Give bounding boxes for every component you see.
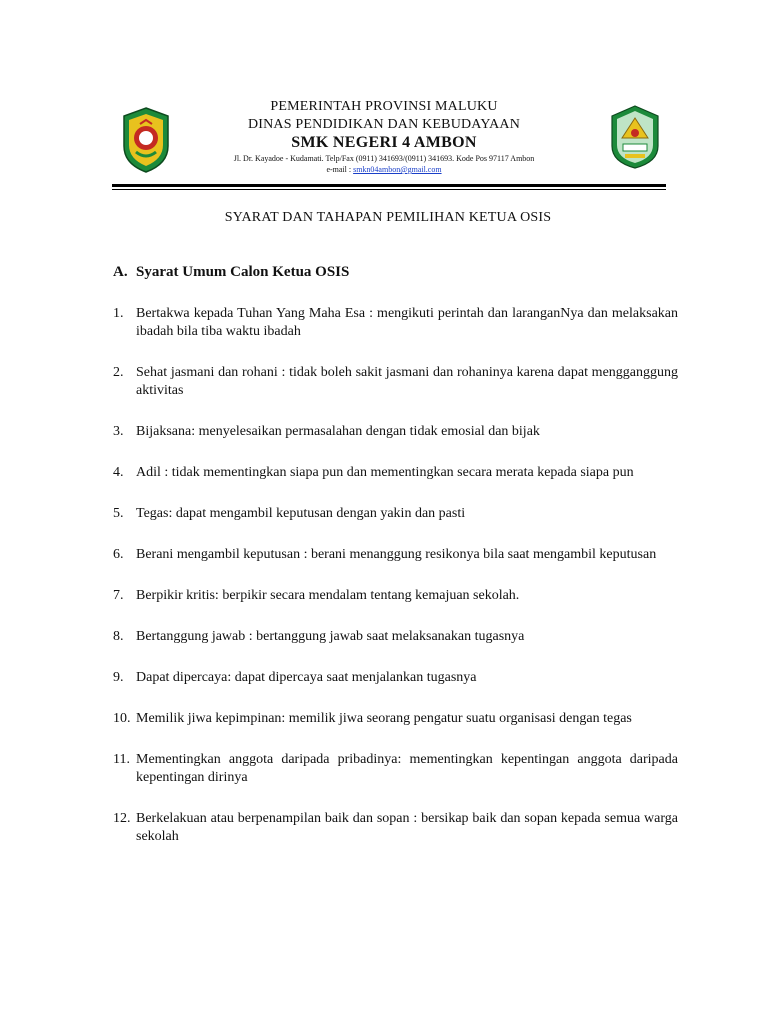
list-item xyxy=(113,669,678,687)
item-number: 1. xyxy=(113,306,124,321)
section-heading xyxy=(113,264,349,281)
list-item xyxy=(113,546,678,564)
letterhead-email-line xyxy=(0,165,768,174)
list-item xyxy=(113,423,678,441)
section-title: Syarat Umum Calon Ketua OSIS xyxy=(136,264,350,280)
item-text: Berpikir kritis: berpikir secara mendalam tentang kemajuan sekolah. xyxy=(136,588,520,603)
item-text: Mementingkan anggota daripada pribadinya: mementingkan kepentingan anggota daripada kepentingan dirinya xyxy=(136,752,678,785)
list-item xyxy=(113,464,678,482)
item-number: 9. xyxy=(113,670,124,685)
item-number: 10. xyxy=(113,711,131,726)
section-letter: A. xyxy=(113,264,128,280)
list-item xyxy=(113,505,678,523)
list-item xyxy=(113,751,678,787)
item-number: 4. xyxy=(113,465,124,480)
list-item xyxy=(113,628,678,646)
list-item xyxy=(113,305,678,341)
item-number: 6. xyxy=(113,547,124,562)
letterhead-department: DINAS PENDIDIKAN DAN KEBUDAYAAN xyxy=(247,117,521,132)
list-item xyxy=(113,710,678,728)
letterhead-school-name: SMK NEGERI 4 AMBON xyxy=(291,134,477,151)
letterhead-divider-thin xyxy=(112,189,666,190)
item-number: 2. xyxy=(113,365,124,380)
requirements-list xyxy=(113,305,678,869)
item-text: Adil : tidak mementingkan siapa pun dan mementingkan secara merata kepada siapa pun xyxy=(136,465,634,480)
item-text: Sehat jasmani dan rohani : tidak boleh sakit jasmani dan rohaninya karena dapat mengganggung aktivitas xyxy=(136,365,678,398)
item-number: 7. xyxy=(113,588,124,603)
item-number: 8. xyxy=(113,629,124,644)
letterhead-divider-thick xyxy=(112,184,666,187)
email-label: e-mail : xyxy=(326,165,354,174)
letterhead-address: Jl. Dr. Kayadoe - Kudamati. Telp/Fax (0911) 341693/(0911) 341693. Kode Pos 97117 Ambon xyxy=(233,154,535,163)
item-number: 5. xyxy=(113,506,124,521)
list-item xyxy=(113,587,678,605)
item-number: 3. xyxy=(113,424,124,439)
email-link[interactable]: smkn04ambon@gmail.com xyxy=(353,165,442,174)
item-text: Bertakwa kepada Tuhan Yang Maha Esa : mengikuti perintah dan laranganNya dan melaksakan ibadah bila tiba waktu ibadah xyxy=(136,306,678,339)
item-text: Tegas: dapat mengambil keputusan dengan yakin dan pasti xyxy=(136,506,466,521)
item-number: 11. xyxy=(113,752,130,767)
document-title: SYARAT DAN TAHAPAN PEMILIHAN KETUA OSIS xyxy=(224,210,552,225)
letterhead-government: PEMERINTAH PROVINSI MALUKU xyxy=(270,99,498,114)
item-text: Berkelakuan atau berpenampilan baik dan sopan : bersikap baik dan sopan kepada semua warga sekolah xyxy=(136,811,678,844)
item-number: 12. xyxy=(113,811,131,826)
item-text: Bijaksana: menyelesaikan permasalahan dengan tidak emosial dan bijak xyxy=(136,424,540,439)
item-text: Dapat dipercaya: dapat dipercaya saat menjalankan tugasnya xyxy=(136,670,477,685)
item-text: Berani mengambil keputusan : berani menanggung resikonya bila saat mengambil keputusan xyxy=(136,547,657,562)
list-item xyxy=(113,364,678,400)
item-text: Memilik jiwa kepimpinan: memilik jiwa seorang pengatur suatu organisasi dengan tegas xyxy=(136,711,632,726)
list-item xyxy=(113,810,678,846)
item-text: Bertanggung jawab : bertanggung jawab saat melaksanakan tugasnya xyxy=(136,629,525,644)
